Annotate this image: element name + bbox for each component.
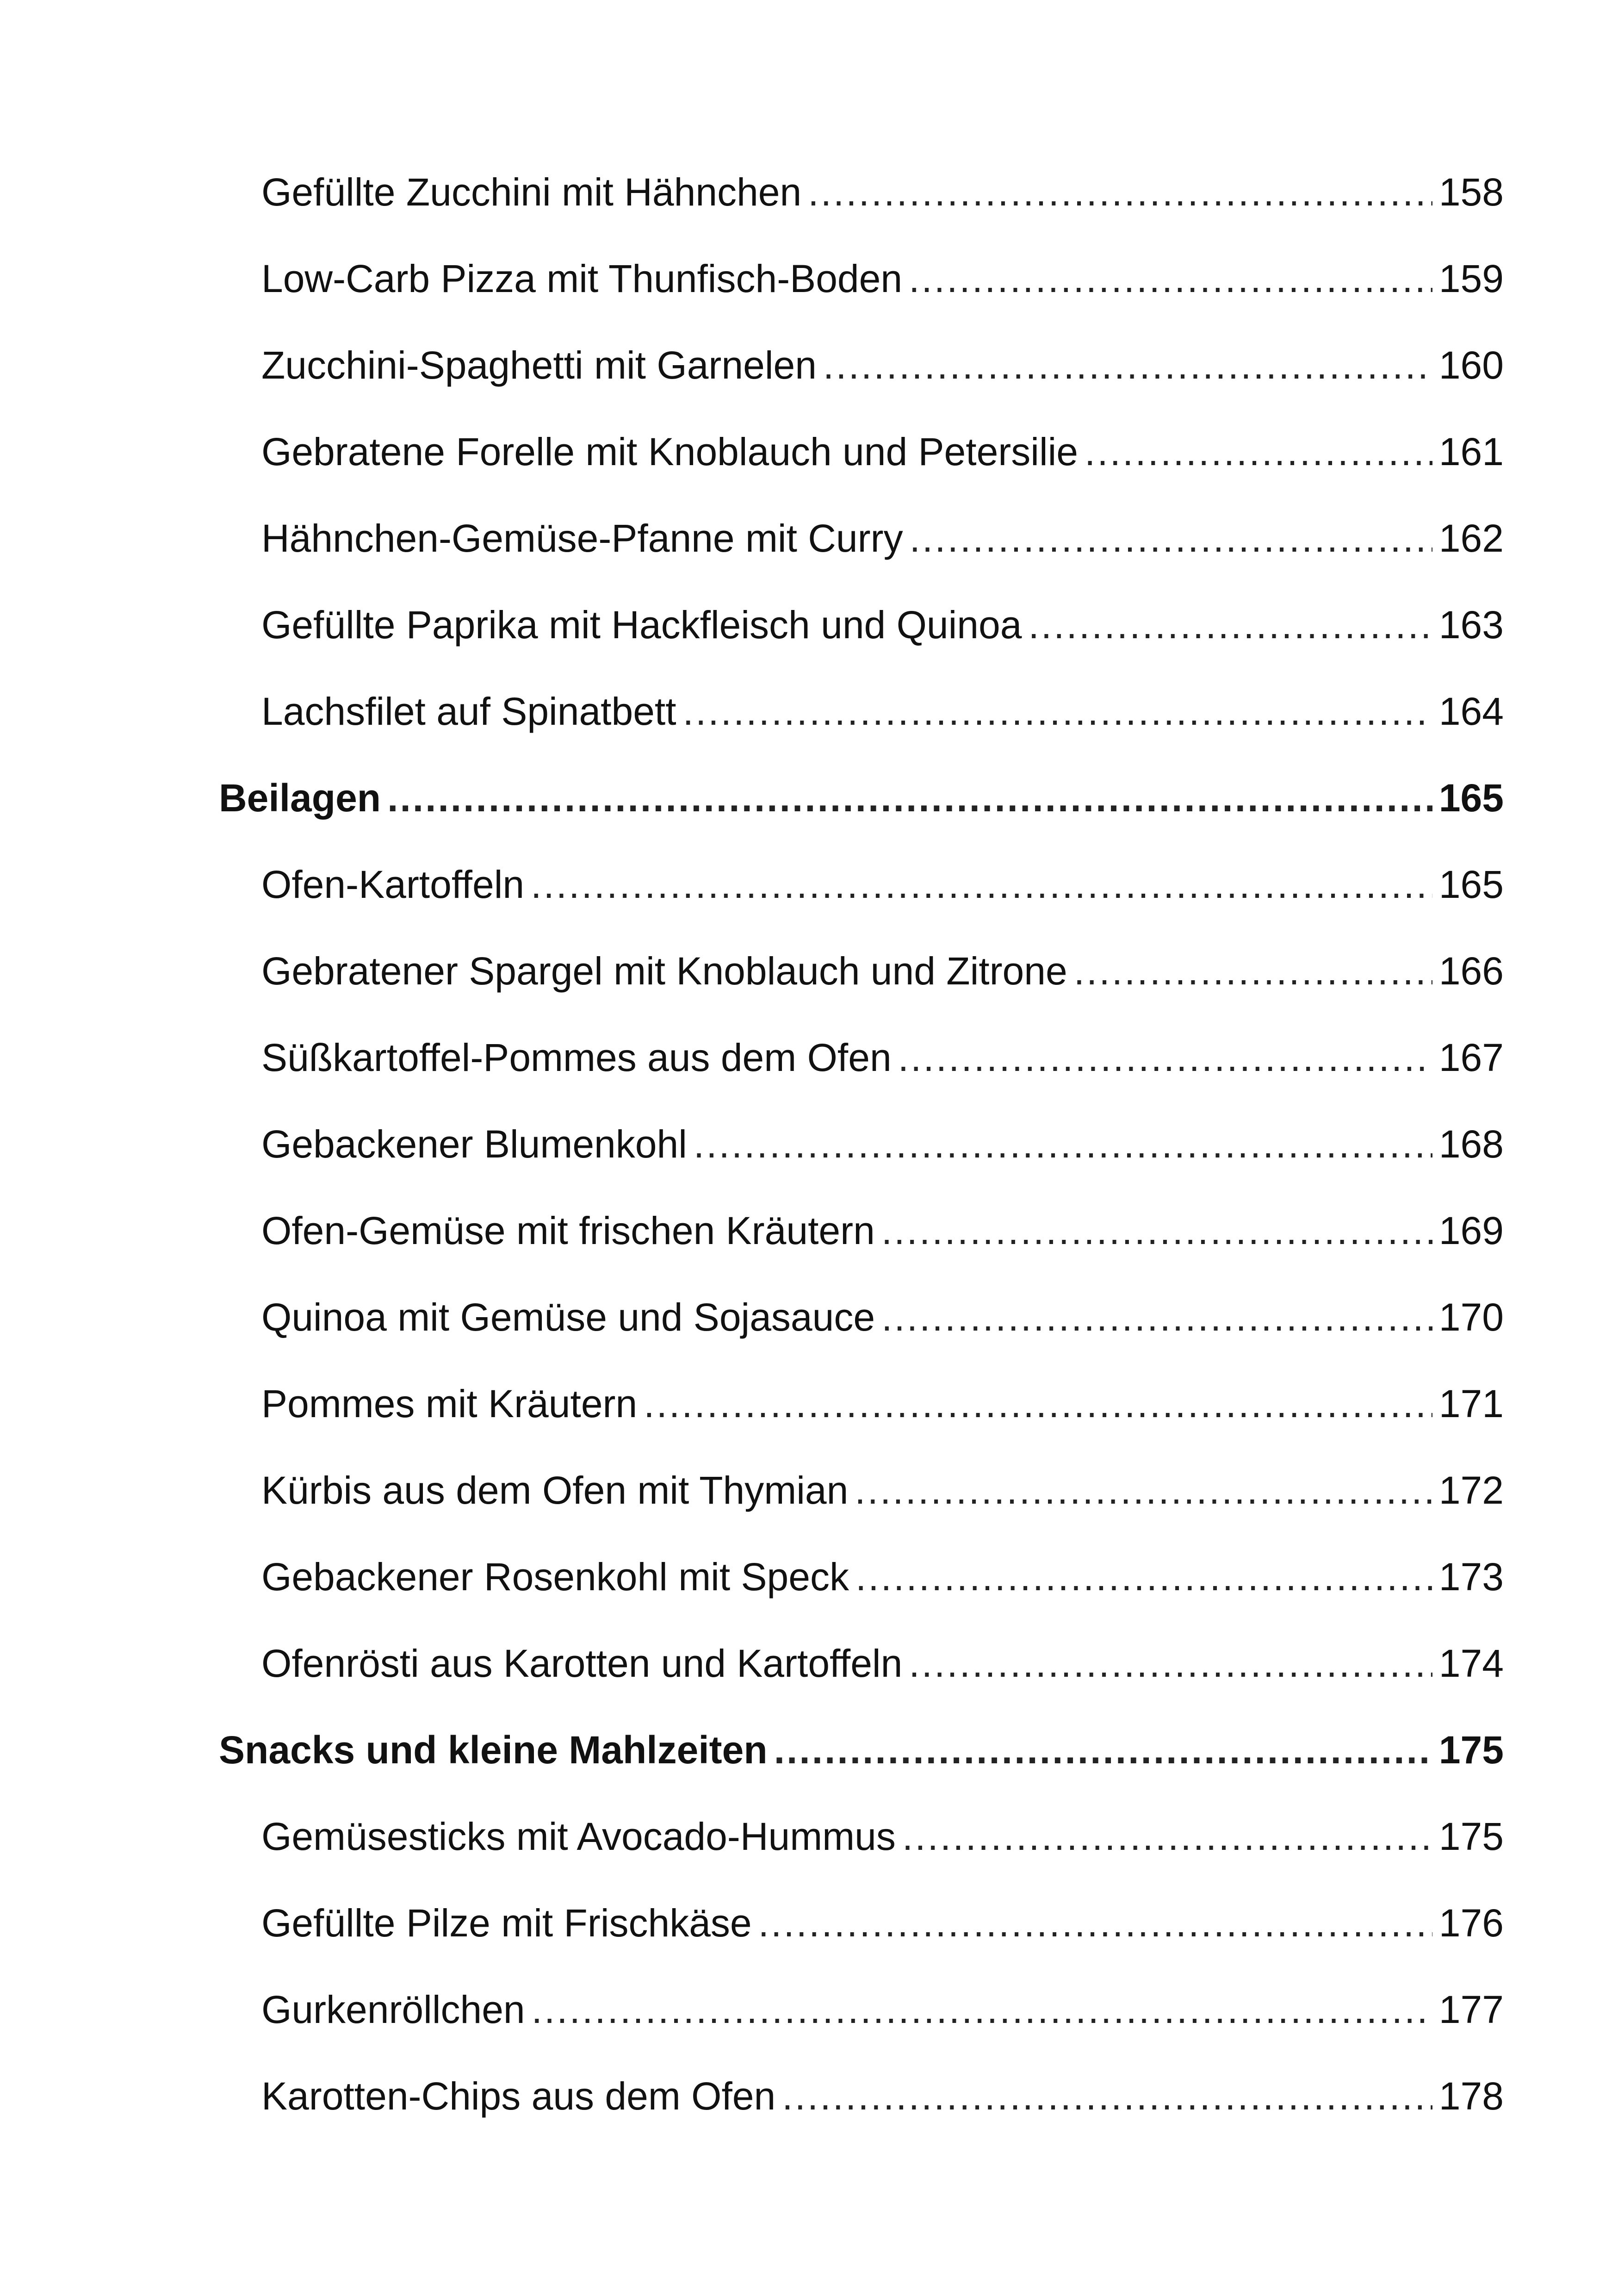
toc-entry-title: Gefüllte Zucchini mit Hähnchen (261, 170, 802, 214)
toc-page-number: 174 (1438, 1642, 1504, 1685)
toc-entry[interactable] (261, 1119, 1504, 1170)
toc-entry-title: Karotten-Chips aus dem Ofen (261, 2074, 776, 2118)
toc-entry-title: Kürbis aus dem Ofen mit Thymian (261, 1468, 849, 1512)
toc-entry-title: Quinoa mit Gemüse und Sojasauce (261, 1295, 875, 1339)
toc-entry-title: Gefüllte Paprika mit Hackfleisch und Quinoa (261, 603, 1022, 647)
toc-section-heading[interactable] (219, 1724, 1504, 1775)
toc-entry[interactable] (261, 513, 1504, 564)
toc-entry[interactable] (261, 1898, 1504, 1948)
toc-page-number: 175 (1438, 1728, 1504, 1772)
toc-entry-title: Gemüsesticks mit Avocado-Hummus (261, 1815, 896, 1858)
toc-entry[interactable] (261, 1205, 1504, 1256)
toc-page-number: 175 (1438, 1815, 1504, 1858)
toc-page-number: 165 (1438, 863, 1504, 906)
toc-entry-title: Gebackener Rosenkohl mit Speck (261, 1555, 849, 1599)
toc-page-number: 168 (1438, 1122, 1504, 1166)
toc-dot-leader (910, 513, 1432, 564)
toc-entry[interactable] (261, 340, 1504, 391)
toc-entry-title: Zucchini-Spaghetti mit Garnelen (261, 343, 817, 387)
toc-page-number: 161 (1438, 430, 1504, 473)
toc-page-number: 163 (1438, 603, 1504, 647)
toc-dot-leader (694, 1119, 1432, 1170)
toc-page-number: 176 (1438, 1901, 1504, 1945)
toc-page-number: 166 (1438, 949, 1504, 993)
toc-entry[interactable] (261, 599, 1504, 650)
toc-entry[interactable] (261, 946, 1504, 996)
toc-dot-leader (531, 859, 1432, 910)
toc-page-number: 170 (1438, 1295, 1504, 1339)
toc-entry[interactable] (261, 1465, 1504, 1516)
toc-entry[interactable] (261, 426, 1504, 477)
toc-entry[interactable] (261, 1638, 1504, 1689)
toc-dot-leader (902, 1811, 1432, 1862)
toc-dot-leader (808, 167, 1432, 218)
toc-entry[interactable] (261, 2071, 1504, 2122)
toc-page-number: 167 (1438, 1036, 1504, 1079)
toc-section-heading[interactable] (219, 772, 1504, 823)
toc-entry-title: Hähnchen-Gemüse-Pfanne mit Curry (261, 516, 903, 560)
toc-dot-leader (387, 772, 1432, 823)
toc-dot-leader (1085, 426, 1432, 477)
toc-entry-title: Ofen-Gemüse mit frischen Kräutern (261, 1209, 875, 1252)
toc-dot-leader (909, 1638, 1432, 1689)
toc-page-number: 158 (1438, 170, 1504, 214)
toc-entry-title: Gebratene Forelle mit Knoblauch und Petersilie (261, 430, 1078, 473)
toc-page-number: 178 (1438, 2074, 1504, 2118)
toc-entry-title: Ofenrösti aus Karotten und Kartoffeln (261, 1642, 903, 1685)
toc-dot-leader (898, 1032, 1432, 1083)
toc-page-number: 159 (1438, 257, 1504, 300)
toc-entry[interactable] (261, 1984, 1504, 2035)
toc-entry[interactable] (261, 1032, 1504, 1083)
toc-dot-leader (881, 1205, 1432, 1256)
toc-entry[interactable] (261, 859, 1504, 910)
toc-entry-title: Ofen-Kartoffeln (261, 863, 525, 906)
toc-entry-title: Lachsfilet auf Spinatbett (261, 690, 676, 733)
toc-entry-title: Gefüllte Pilze mit Frischkäse (261, 1901, 752, 1945)
toc-entry[interactable] (261, 253, 1504, 304)
toc-entry-title: Süßkartoffel-Pommes aus dem Ofen (261, 1036, 892, 1079)
toc-entry-title: Gebratener Spargel mit Knoblauch und Zitrone (261, 949, 1067, 993)
toc-dot-leader (909, 253, 1432, 304)
toc-dot-leader (855, 1465, 1432, 1516)
toc-dot-leader (823, 340, 1432, 391)
toc-entry[interactable] (261, 1378, 1504, 1429)
toc-dot-leader (881, 1292, 1432, 1343)
toc-entry-title: Low-Carb Pizza mit Thunfisch-Boden (261, 257, 903, 300)
toc-section-title: Beilagen (219, 776, 381, 820)
toc-dot-leader (683, 686, 1432, 737)
toc-dot-leader (782, 2071, 1432, 2122)
toc-page-number: 160 (1438, 343, 1504, 387)
toc-page-number: 177 (1438, 1988, 1504, 2031)
toc-entry[interactable] (261, 167, 1504, 218)
toc-dot-leader (532, 1984, 1432, 2035)
toc-entry[interactable] (261, 1811, 1504, 1862)
toc-dot-leader (1028, 599, 1432, 650)
toc-dot-leader (855, 1551, 1432, 1602)
toc-page-number: 173 (1438, 1555, 1504, 1599)
toc-entry[interactable] (261, 686, 1504, 737)
toc-page-number: 169 (1438, 1209, 1504, 1252)
toc-page-number: 172 (1438, 1468, 1504, 1512)
toc-page-number: 162 (1438, 516, 1504, 560)
toc-page-number: 164 (1438, 690, 1504, 733)
toc-dot-leader (1074, 946, 1432, 996)
toc-entry-title: Gebackener Blumenkohl (261, 1122, 687, 1166)
toc-entry[interactable] (261, 1292, 1504, 1343)
toc-dot-leader (774, 1724, 1432, 1775)
toc-section-title: Snacks und kleine Mahlzeiten (219, 1728, 768, 1772)
toc-entry[interactable] (261, 1551, 1504, 1602)
toc-page-number: 165 (1438, 776, 1504, 820)
toc-page-number: 171 (1438, 1382, 1504, 1425)
toc-dot-leader (758, 1898, 1432, 1948)
toc-entry-title: Gurkenröllchen (261, 1988, 525, 2031)
toc-dot-leader (644, 1378, 1432, 1429)
toc-entry-title: Pommes mit Kräutern (261, 1382, 638, 1425)
